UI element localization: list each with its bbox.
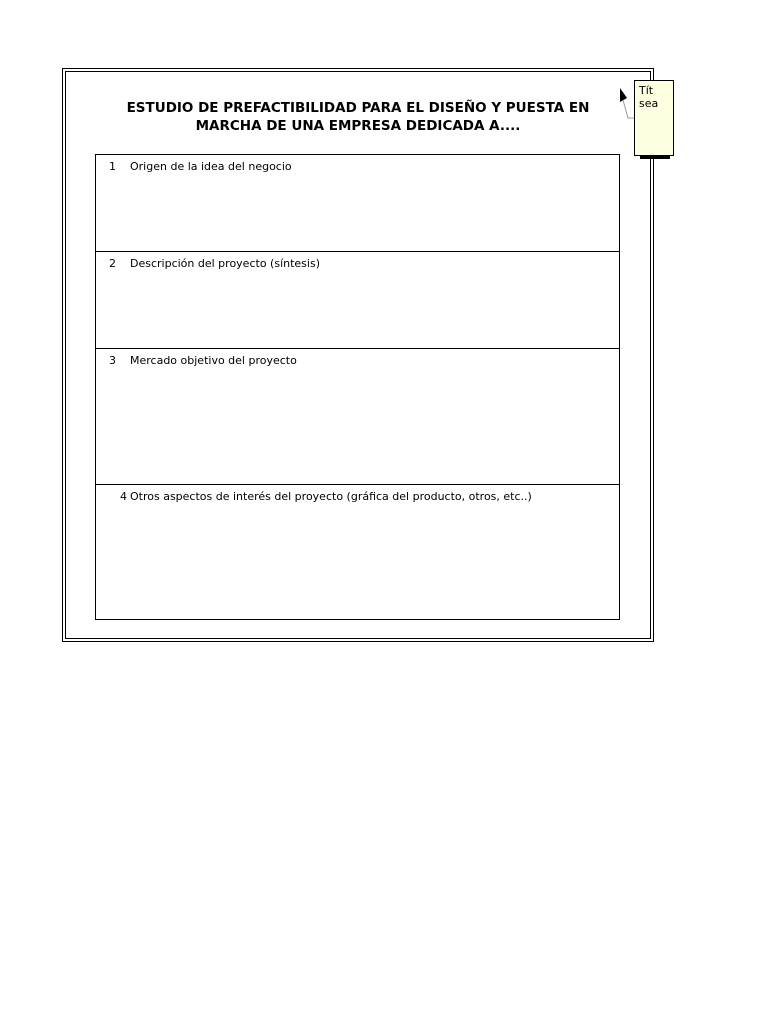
section-label: Otros aspectos de interés del proyecto (gráfica del producto, otros, etc..) xyxy=(130,490,532,503)
section-number: 2 xyxy=(109,257,116,270)
section-mercado[interactable] xyxy=(96,349,619,485)
title-line-2: MARCHA DE UNA EMPRESA DEDICADA A.... xyxy=(195,118,521,134)
section-label: Descripción del proyecto (síntesis) xyxy=(130,257,320,270)
title-line-1: ESTUDIO DE PREFACTIBILIDAD PARA EL DISEÑO Y PUESTA EN xyxy=(126,100,590,116)
comment-line-1: Tít xyxy=(639,84,654,97)
section-number: 3 xyxy=(109,354,116,367)
cell-comment-box[interactable] xyxy=(634,80,674,156)
section-otros-aspectos[interactable] xyxy=(96,485,619,619)
section-number: 4 xyxy=(120,490,127,503)
comment-shadow xyxy=(640,156,670,159)
form-table xyxy=(95,154,620,620)
section-descripcion[interactable] xyxy=(96,252,619,349)
comment-arrow-icon xyxy=(620,88,627,102)
section-label: Origen de la idea del negocio xyxy=(130,160,292,173)
section-label: Mercado objetivo del proyecto xyxy=(130,354,297,367)
section-number: 1 xyxy=(109,160,116,173)
comment-line-2: sea xyxy=(639,97,659,110)
comment-leader-line xyxy=(623,100,628,118)
